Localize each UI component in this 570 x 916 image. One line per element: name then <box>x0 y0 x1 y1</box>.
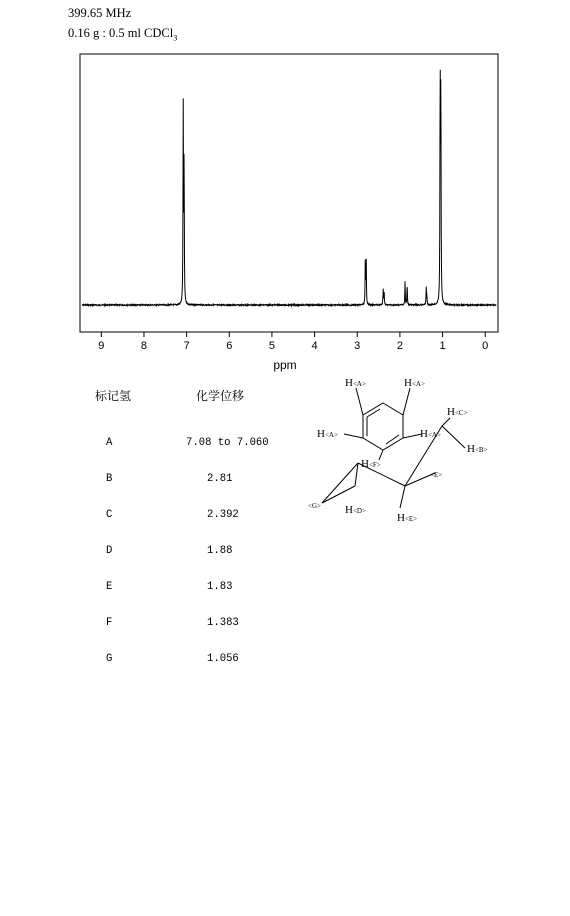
assignment-row <box>106 617 239 629</box>
assignment-shift: 2.392 <box>207 509 239 521</box>
assignment-shift: 1.88 <box>207 545 233 557</box>
atom-h: H <box>397 512 405 524</box>
assignment-col1-header: 标记氢 <box>95 389 132 403</box>
x-axis-ticks <box>98 332 488 352</box>
assignment-row <box>106 437 269 449</box>
x-tick-label: 4 <box>311 340 318 352</box>
svg-text:H<C> <box>447 406 468 418</box>
assignment-shift: 2.81 <box>207 473 233 485</box>
svg-text:H<F> <box>361 458 381 470</box>
x-tick-label: 1 <box>439 340 446 352</box>
assignment-shift: 7.08 to 7.060 <box>186 437 269 449</box>
atom-label: <A> <box>411 380 425 388</box>
molecule-labels <box>308 377 488 524</box>
atom-h: H <box>404 377 412 389</box>
sample-text: 0.16 g : 0.5 ml CDCl <box>68 26 174 40</box>
plot-frame <box>80 54 498 332</box>
atom-label: <B> <box>474 446 488 454</box>
atom-label: <A> <box>427 431 441 439</box>
molecule-bonds <box>322 388 465 508</box>
sample-subscript: 3 <box>173 33 178 43</box>
svg-text:H<E> <box>397 512 417 524</box>
atom-h: H <box>317 428 325 440</box>
x-tick-label: 0 <box>482 340 489 352</box>
atom-label: <G> <box>308 502 321 510</box>
x-tick-label: 3 <box>354 340 361 352</box>
assignment-label: E <box>106 581 113 593</box>
assignment-row <box>106 473 233 485</box>
assignment-label: G <box>106 653 113 665</box>
assignment-row <box>106 581 233 593</box>
x-tick-label: 6 <box>226 340 233 352</box>
nmr-spectrum-chart <box>0 0 570 380</box>
atom-h: H <box>420 428 428 440</box>
atom-h: H <box>447 406 455 418</box>
atom-label: <D> <box>352 507 366 515</box>
svg-text:H<A> <box>404 377 425 389</box>
assignment-col2-header: 化学位移 <box>196 389 245 403</box>
atom-label: <C> <box>454 409 468 417</box>
atom-h: H <box>345 377 353 389</box>
molecule-structure <box>300 368 570 528</box>
assignment-label: D <box>106 545 113 557</box>
assignment-row <box>106 653 239 665</box>
x-tick-label: 8 <box>140 340 148 352</box>
svg-text:H<A> <box>420 428 441 440</box>
atom-label: <A> <box>352 380 366 388</box>
atom-h: H <box>345 504 353 516</box>
atom-label: <E> <box>430 471 443 479</box>
assignment-shift: 1.383 <box>207 617 239 629</box>
assignment-label: C <box>106 509 113 521</box>
spectrum-trace <box>82 70 496 306</box>
assignment-row <box>106 509 239 521</box>
svg-text:H<A> <box>345 377 366 389</box>
assignment-label: F <box>106 617 113 629</box>
assignment-row <box>106 545 233 557</box>
svg-text:H<A> <box>317 428 338 440</box>
atom-label: <E> <box>404 515 418 523</box>
x-tick-label: 7 <box>183 340 190 352</box>
spectrometer-frequency: 399.65 MHz <box>68 6 132 20</box>
atom-label: <F> <box>368 461 381 469</box>
assignment-shift: 1.056 <box>207 653 239 665</box>
svg-text:H<B> <box>467 443 488 455</box>
atom-h: H <box>467 443 475 455</box>
assignment-shift: 1.83 <box>207 581 233 593</box>
x-axis-label: ppm <box>273 358 297 372</box>
assignment-label: B <box>106 473 113 485</box>
svg-text:H<D> <box>345 504 366 516</box>
assignment-label: A <box>106 437 113 449</box>
atom-h: H <box>361 458 369 470</box>
atom-label: <A> <box>324 431 338 439</box>
x-tick-label: 5 <box>268 340 276 352</box>
x-tick-label: 9 <box>98 340 105 352</box>
x-tick-label: 2 <box>396 340 403 352</box>
assignment-table <box>106 413 269 677</box>
